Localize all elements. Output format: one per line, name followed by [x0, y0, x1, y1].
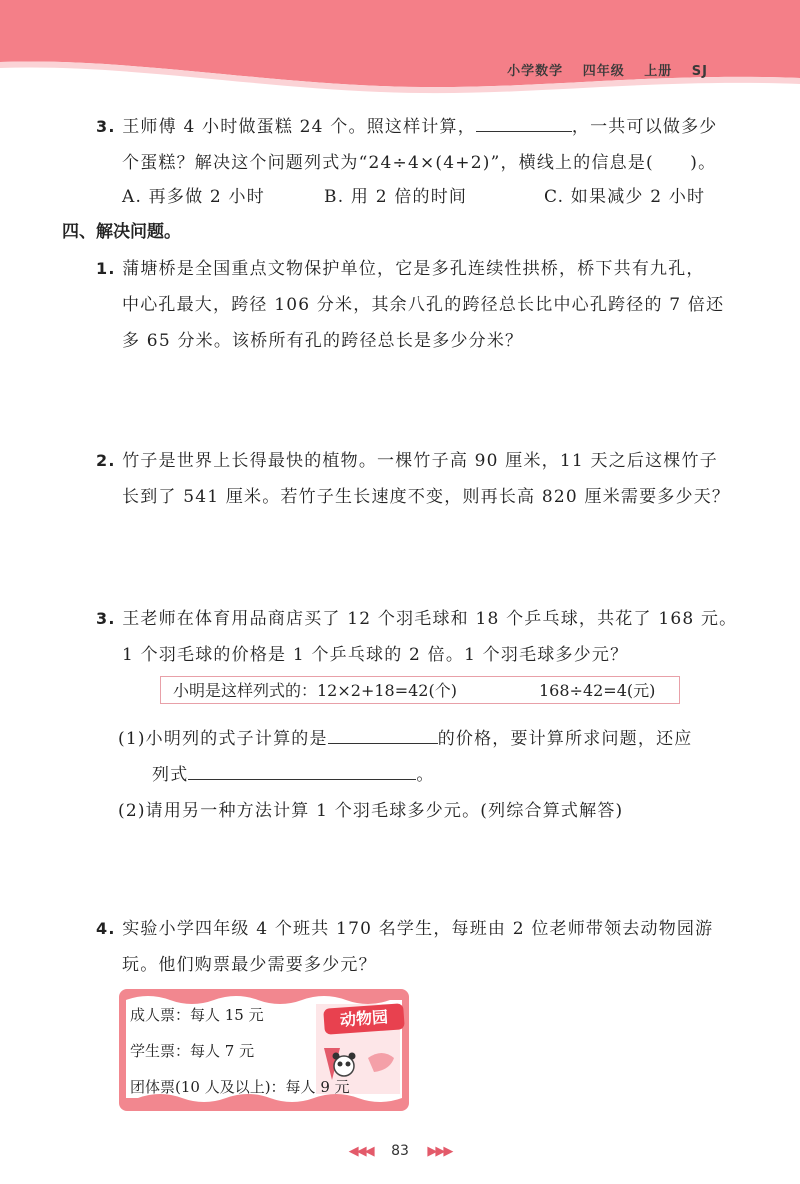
q3-line1	[96, 112, 718, 137]
p1-line3: 多 65 分米。该桥所有孔的跨径总长是多少分米？	[122, 331, 524, 351]
header-band	[0, 0, 800, 100]
p2-number: 2.	[96, 451, 116, 470]
p3-formula-2: 168÷42=4(元)	[539, 681, 656, 700]
right-arrows-icon: ▶▶▶	[427, 1144, 452, 1159]
p3-number: 3.	[96, 609, 116, 628]
q3-blank[interactable]	[476, 117, 572, 132]
left-arrows-icon: ◀◀◀	[348, 1144, 373, 1159]
p3-sub1-blank2[interactable]	[188, 765, 416, 780]
q3-line2: 个蛋糕？解决这个问题列式为“24÷4×(4+2)”，横线上的信息是( )。	[122, 153, 717, 173]
p1-number: 1.	[96, 259, 116, 278]
page-number: 83	[391, 1143, 409, 1159]
p3-line2: 1 个羽毛球的价格是 1 个乒乓球的 2 倍。1 个羽毛球多少元？	[122, 645, 629, 665]
p3-text-1: 王老师在体育用品商店买了 12 个羽毛球和 18 个乒乓球，共花了 168 元。	[122, 609, 738, 629]
p3-sub1-text-d: 。	[416, 765, 435, 785]
p4-text-1: 实验小学四年级 4 个班共 170 名学生，每班由 2 位老师带领去动物园游	[122, 919, 714, 939]
p4-number: 4.	[96, 919, 116, 938]
ticket-adult: 成人票：每人 15 元	[130, 1006, 264, 1024]
header-volume: 上册	[644, 64, 673, 79]
p3-sub1-text-c: 列式	[152, 765, 189, 785]
q3-text-b: ，一共可以做多少	[571, 117, 718, 137]
p1-line2: 中心孔最大，跨径 106 分米，其余八孔的跨径总长比中心孔跨径的 7 倍还	[122, 295, 725, 315]
q3-option-b[interactable]: B. 用 2 倍的时间	[324, 187, 468, 207]
p2-line1	[96, 446, 718, 471]
p3-formula-1: 小明是这样列式的：12×2+18=42(个)	[173, 681, 457, 700]
p3-sub2: (2)请用另一种方法计算 1 个羽毛球多少元。(列综合算式解答)	[118, 801, 624, 821]
p3-sub1-blank1[interactable]	[328, 729, 438, 744]
p1-line1	[96, 254, 705, 279]
p3-sub1-line1	[118, 724, 693, 749]
header-info	[493, 60, 708, 79]
p3-sub1-line2	[152, 760, 435, 785]
p4-line2: 玩。他们购票最少需要多少元？	[122, 955, 377, 975]
q3-option-c[interactable]: C. 如果减少 2 小时	[544, 187, 706, 207]
header-subject: 小学数学	[507, 64, 564, 79]
p3-line1	[96, 604, 737, 629]
p3-formula-box	[160, 676, 680, 704]
ticket-board	[118, 988, 410, 1112]
q3-option-a[interactable]: A. 再多做 2 小时	[122, 187, 265, 207]
p2-line2: 长到了 541 厘米。若竹子生长速度不变，则再长高 820 厘米需要多少天？	[122, 487, 731, 507]
p1-text-1: 蒲塘桥是全国重点文物保护单位，它是多孔连续性拱桥，桥下共有九孔，	[122, 259, 705, 279]
p2-text-1: 竹子是世界上长得最快的植物。一棵竹子高 90 厘米，11 天之后这棵竹子	[122, 451, 718, 471]
q3-text-a: 王师傅 4 小时做蛋糕 24 个。照这样计算，	[122, 117, 476, 137]
q3-number: 3.	[96, 117, 116, 136]
header-edition: SJ	[691, 64, 708, 79]
zoo-sign	[323, 1003, 405, 1035]
zoo-sign-text: 动物园	[339, 1007, 389, 1030]
p3-sub1-text-a: (1)小明列的式子计算的是	[118, 729, 328, 749]
page-footer	[0, 1143, 800, 1159]
ticket-student: 学生票：每人 7 元	[130, 1042, 255, 1060]
section-title: 四、解决问题。	[62, 222, 181, 242]
p3-sub1-text-b: 的价格，要计算所求问题，还应	[437, 729, 693, 749]
p4-line1	[96, 914, 713, 939]
ticket-group: 团体票(10 人及以上)：每人 9 元	[130, 1078, 350, 1096]
header-grade: 四年级	[582, 64, 625, 79]
